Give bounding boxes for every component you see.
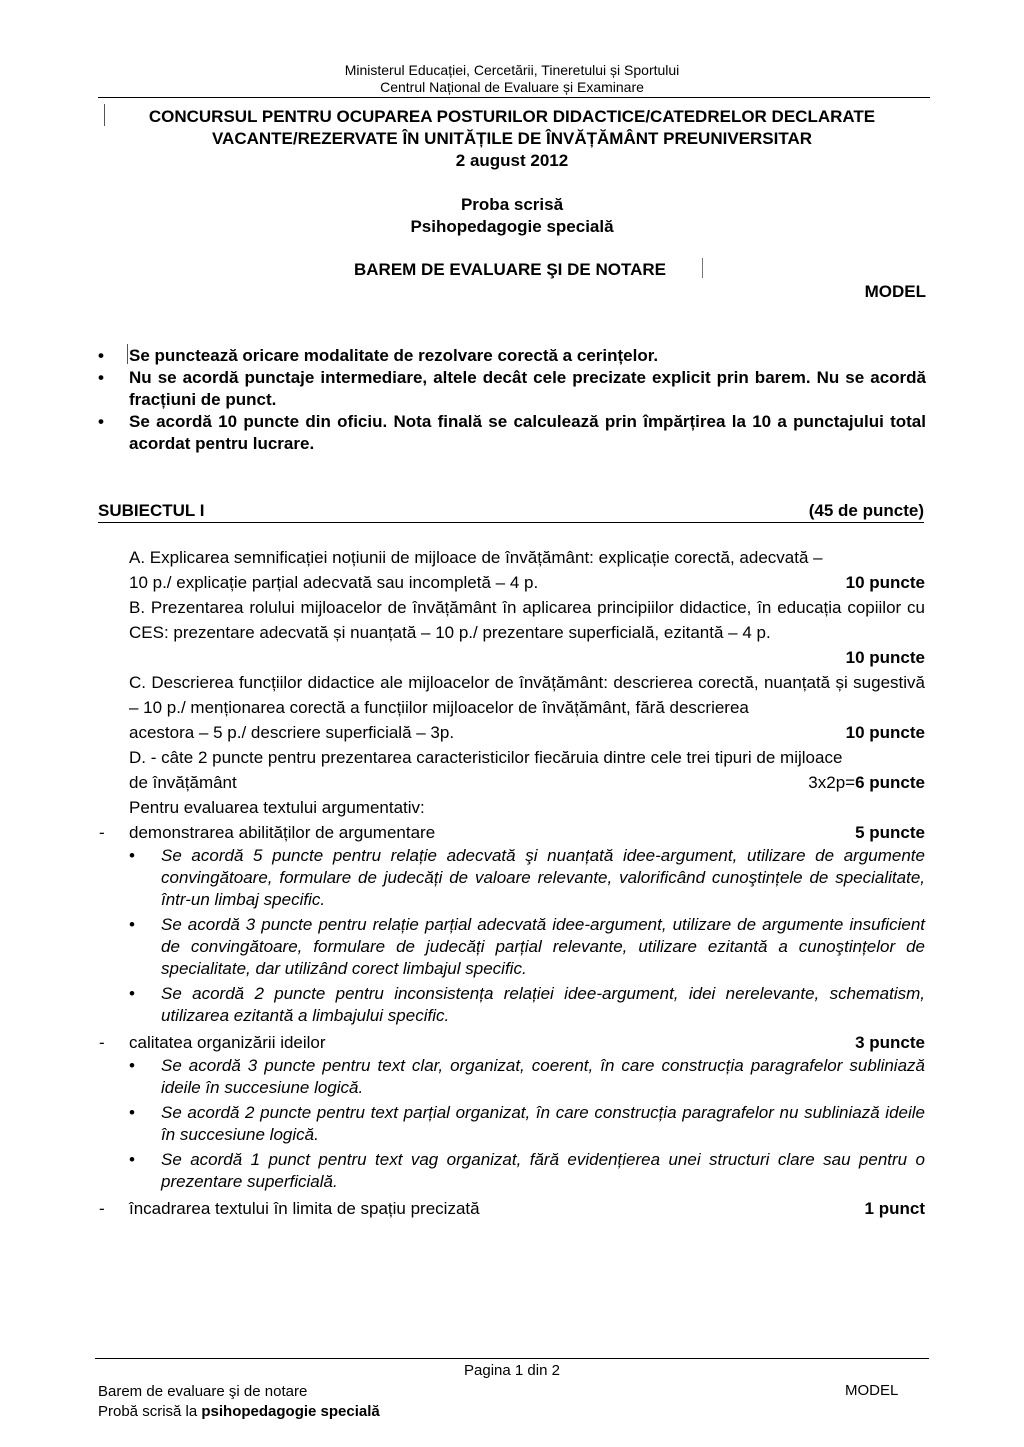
argument-intro: Pentru evaluarea textului argumentativ:: [129, 798, 425, 817]
subject-name: Psihopedagogie specială: [410, 217, 614, 236]
criterion-points: 3 puncte: [855, 1033, 925, 1052]
section-points: (45 de puncte): [808, 501, 924, 520]
bullet-icon: •: [98, 368, 104, 387]
criterion-points: 5 puncte: [855, 823, 925, 842]
item-a-text: A. Explicarea semnificației noțiunii de mijloace de învățământ: explicație corectă, adecvată –: [129, 548, 823, 567]
title-line-1: CONCURSUL PENTRU OCUPAREA POSTURILOR DIDACTICE/CATEDRELOR DECLARATE: [148, 107, 876, 126]
bullet-icon: •: [98, 346, 104, 365]
item-b-points: 10 puncte: [845, 648, 925, 667]
bullet-icon: •: [98, 412, 104, 431]
item-a-points: 10 puncte: [845, 573, 925, 592]
model-label: MODEL: [864, 282, 926, 301]
item-d-row: de învățământ 3x2p=6 puncte: [129, 770, 925, 795]
item-a-row: 10 p./ explicație parțial adecvată sau incompletă – 4 p. 10 puncte: [129, 570, 925, 595]
footer-subject: Probă scrisă la psihopedagogie specială: [98, 1403, 380, 1420]
rule-item: • Se acordă 10 puncte din oficiu. Nota finală se calculează prin împărțirea la 10 a punctajului total acordat pentru lucrare.: [98, 412, 926, 453]
header-divider: [98, 97, 930, 98]
criterion-detail: • Se acordă 3 puncte pentru text clar, organizat, coerent, în care construcția paragrafelor subliniază ideile în succesiune logică.: [129, 1056, 925, 1097]
dash-marker: -: [99, 1033, 105, 1052]
criterion-label: demonstrarea abilităților de argumentare: [129, 823, 436, 842]
criterion-points: 1 punct: [864, 1199, 925, 1218]
ministry-name: Ministerul Educației, Cercetării, Tineretului și Sportului: [344, 62, 680, 78]
item-c-points: 10 puncte: [845, 723, 925, 742]
criterion-1: [99, 820, 925, 845]
item-d-points: 3x2p=6 puncte: [808, 773, 925, 792]
general-rules: [98, 345, 926, 455]
bullet-icon: •: [129, 1103, 135, 1122]
text-cursor: [702, 258, 703, 278]
item-d-text: D. - câte 2 puncte pentru prezentarea caracteristicilor fiecăruia dintre cele trei tipuri de mijloace: [129, 748, 843, 767]
bullet-icon: •: [129, 1150, 135, 1169]
criterion-detail: • Se acordă 3 puncte pentru relație parțial adecvată idee-argument, utilizare de argumente insuficient de convingătoare, formulare de judecăți parțial relevante, utilizare ezitantă a cunoştințelor de specialitate, dar utilizând corect limbajul specific.: [129, 915, 925, 978]
criterion-detail: • Se acordă 5 puncte pentru relație adecvată şi nuanțată idee-argument, utilizare de argumente convingătoare, formulare de judecăți de valoare relevante, valorificând cunoştințele de specialitate, într-un limbaj specific.: [129, 846, 925, 909]
criterion-2: [99, 1030, 925, 1055]
rule-item: • Nu se acordă punctaje intermediare, altele decât cele precizate explicit prin barem. Nu se acordă fracțiuni de punct.: [98, 368, 926, 409]
footer-doc-type: Barem de evaluare şi de notare: [98, 1383, 308, 1400]
criterion-3: [99, 1196, 925, 1221]
item-b-text: B. Prezentarea rolului mijloacelor de învățământ în aplicarea principiilor didactice, în educația copiilor cu CES: prezentare adecvată și nuanțată – 10 p./ prezentare superficială, ezitantă – 4 p.: [129, 598, 925, 642]
bullet-icon: •: [129, 846, 135, 865]
section-heading: [98, 500, 924, 523]
bullet-icon: •: [129, 915, 135, 934]
criterion-label: calitatea organizării ideilor: [129, 1033, 326, 1052]
section-label: SUBIECTUL I: [98, 501, 205, 520]
criterion-detail: • Se acordă 2 puncte pentru inconsistența relației idee-argument, idei nerelevante, schematism, utilizarea ezitantă a limbajului specific.: [129, 984, 925, 1025]
footer-model: MODEL: [845, 1382, 899, 1399]
criterion-detail: • Se acordă 1 punct pentru text vag organizat, fără evidențierea unei structuri clare sau pentru o prezentare superficială.: [129, 1150, 925, 1191]
page-header: [0, 62, 1024, 96]
barem-title: BAREM DE EVALUARE ŞI DE NOTARE: [353, 260, 666, 279]
bullet-icon: •: [129, 1056, 135, 1075]
dash-marker: -: [99, 1199, 105, 1218]
item-b-row: [129, 645, 925, 670]
title-line-2: VACANTE/REZERVATE ÎN UNITĂȚILE DE ÎNVĂȚĂMÂNT PREUNIVERSITAR: [211, 129, 813, 148]
item-c-text: C. Descrierea funcțiilor didactice ale mijloacelor de învățământ: descrierea corectă, nuanțată și sugestivă – 10 p./ menționarea corectă a funcțiilor mijloacelor de învățământ, fără descrierea: [129, 673, 925, 717]
criterion-label: încadrarea textului în limita de spațiu precizată: [129, 1199, 480, 1218]
footer-divider: [95, 1358, 929, 1359]
bullet-icon: •: [129, 984, 135, 1003]
exam-date: 2 august 2012: [455, 151, 569, 170]
rule-item: • Se punctează oricare modalitate de rezolvare corectă a cerințelor.: [98, 346, 659, 365]
section-body: [99, 545, 925, 1221]
dash-marker: -: [99, 823, 105, 842]
page-number: Pagina 1 din 2: [464, 1362, 560, 1379]
proba-label: Proba scrisă: [460, 195, 564, 214]
criterion-detail: • Se acordă 2 puncte pentru text parțial organizat, în care construcția paragrafelor nu subliniază ideile în succesiune logică.: [129, 1103, 925, 1144]
center-name: Centrul Național de Evaluare și Examinare: [380, 79, 644, 95]
item-c-row: acestora – 5 p./ descriere superficială – 3p. 10 puncte: [129, 720, 925, 745]
